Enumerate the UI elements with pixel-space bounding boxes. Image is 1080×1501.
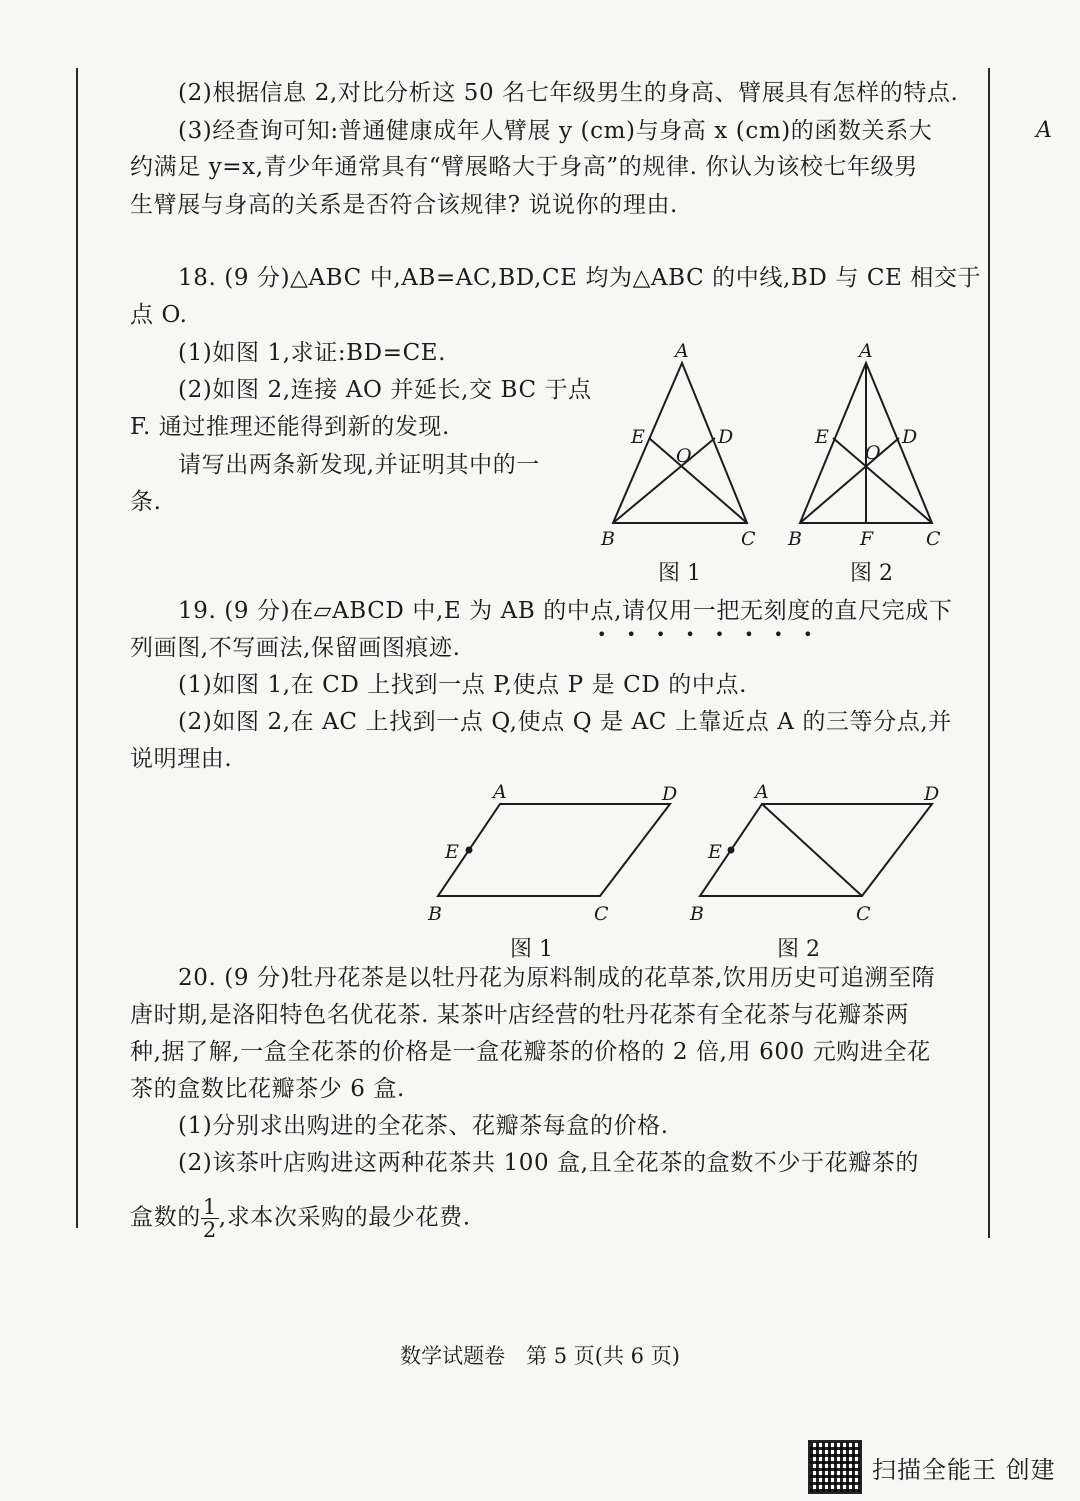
fraction-one-half	[201, 1196, 219, 1241]
label-c: C	[926, 528, 941, 550]
q19-part2-line1: (2)如图 2,在 AC 上找到一点 Q,使点 Q 是 AC 上靠近点 A 的三等分点,并	[178, 709, 952, 735]
label-c: C	[856, 903, 871, 925]
q19-fig1-caption: 图 1	[510, 937, 553, 962]
q20-stem-line3: 种,据了解,一盒全花茶的价格是一盒花瓣茶的价格的 2 倍,用 600 元购进全花	[130, 1039, 931, 1065]
q17-part3-line1: (3)经查询可知:普通健康成年人臂展 y (cm)与身高 x (cm)的函数关系大	[178, 118, 933, 144]
label-b: B	[428, 903, 442, 925]
q18-part3-line1: 请写出两条新发现,并证明其中的一	[178, 452, 540, 478]
q19-part2-line2: 说明理由.	[130, 746, 233, 772]
q17-part3-line2: 约满足 y=x,青少年通常具有“臂展略大于身高”的规律. 你认为该校七年级男	[130, 154, 918, 180]
label-d: D	[902, 426, 918, 448]
q19-stem-line2: 列画图,不写画法,保留画图痕迹.	[130, 635, 461, 661]
label-c: C	[594, 903, 609, 925]
label-e: E	[708, 841, 722, 863]
q20-part2-line2	[130, 1196, 471, 1241]
q17-part2: (2)根据信息 2,对比分析这 50 名七年级男生的身高、臂展具有怎样的特点.	[178, 80, 959, 106]
q18-figure-2	[780, 335, 945, 555]
point-e	[728, 847, 735, 854]
point-e	[466, 847, 473, 854]
q19-stem-line1: 19. (9 分)在▱ABCD 中,E 为 AB 的中点,请仅用一把无刻度的直尺完成下	[178, 598, 953, 624]
label-e: E	[815, 426, 829, 448]
q18-stem-line1: 18. (9 分)△ABC 中,AB=AC,BD,CE 均为△ABC 的中线,BD 与 CE 相交于	[178, 265, 982, 291]
label-o: O	[865, 442, 881, 464]
q19-figure-1	[420, 778, 690, 928]
q19-figure-2	[680, 778, 950, 928]
fraction-numerator: 1	[202, 1195, 217, 1219]
q19-part1: (1)如图 1,在 CD 上找到一点 P,使点 P 是 CD 的中点.	[178, 672, 748, 698]
scanner-label: 扫描全能王 创建	[872, 1455, 1056, 1484]
label-c: C	[741, 528, 756, 550]
label-a: A	[675, 340, 689, 362]
q20-part1: (1)分别求出购进的全花茶、花瓣茶每盒的价格.	[178, 1113, 669, 1139]
label-d: D	[924, 783, 940, 805]
label-e: E	[445, 841, 459, 863]
q18-figure-1	[595, 335, 770, 555]
q19-fig2-caption: 图 2	[777, 937, 820, 962]
diagonal-ac	[762, 804, 862, 896]
q20-stem-line1: 20. (9 分)牡丹花茶是以牡丹花为原料制成的花草茶,饮用历史可追溯至隋	[178, 965, 936, 991]
label-f: F	[860, 528, 874, 550]
label-a: A	[493, 781, 507, 803]
q20-part2-prefix: 盒数的	[130, 1204, 201, 1231]
q18-fig1-caption: 图 1	[658, 561, 701, 586]
fraction-denominator: 2	[202, 1218, 217, 1242]
q20-part2-line1: (2)该茶叶店购进这两种花茶共 100 盒,且全花茶的盒数不少于花瓣茶的	[178, 1150, 920, 1176]
median-bd	[800, 438, 899, 523]
page-footer: 数学试题卷 第 5 页(共 6 页)	[400, 1344, 680, 1368]
emphasis-dots: ••••••••	[597, 625, 833, 644]
label-a: A	[859, 340, 873, 362]
q20-part2-suffix: ,求本次采购的最少花费.	[218, 1204, 471, 1231]
label-d: D	[718, 426, 734, 448]
q18-part1: (1)如图 1,求证:BD=CE.	[178, 340, 447, 366]
label-b: B	[601, 528, 615, 550]
q18-fig2-caption: 图 2	[850, 561, 893, 586]
q18-part3-line2: 条.	[130, 489, 162, 515]
parallelogram-abcd	[438, 804, 670, 896]
qr-code-icon	[808, 1440, 862, 1494]
q20-stem-line2: 唐时期,是洛阳特色名优花茶. 某茶叶店经营的牡丹花茶有全花茶与花瓣茶两	[130, 1002, 909, 1028]
scanner-watermark	[808, 1440, 1056, 1494]
label-b: B	[788, 528, 802, 550]
label-o: O	[676, 445, 692, 467]
label-a: A	[755, 781, 769, 803]
q17-part3-line3: 生臂展与身高的关系是否符合该规律? 说说你的理由.	[130, 192, 678, 218]
margin-letter: A	[1036, 118, 1052, 143]
q18-part2-line1: (2)如图 2,连接 AO 并延长,交 BC 于点	[178, 377, 592, 403]
label-d: D	[662, 783, 678, 805]
right-margin-line	[988, 68, 990, 1238]
q20-stem-line4: 茶的盒数比花瓣茶少 6 盒.	[130, 1076, 405, 1102]
left-margin-line	[76, 68, 78, 1228]
q18-stem-line2: 点 O.	[130, 302, 188, 328]
parallelogram-abcd	[700, 804, 932, 896]
label-e: E	[631, 426, 645, 448]
label-b: B	[690, 903, 704, 925]
median-ce	[833, 438, 932, 523]
q18-part2-line2: F. 通过推理还能得到新的发现.	[130, 414, 450, 440]
